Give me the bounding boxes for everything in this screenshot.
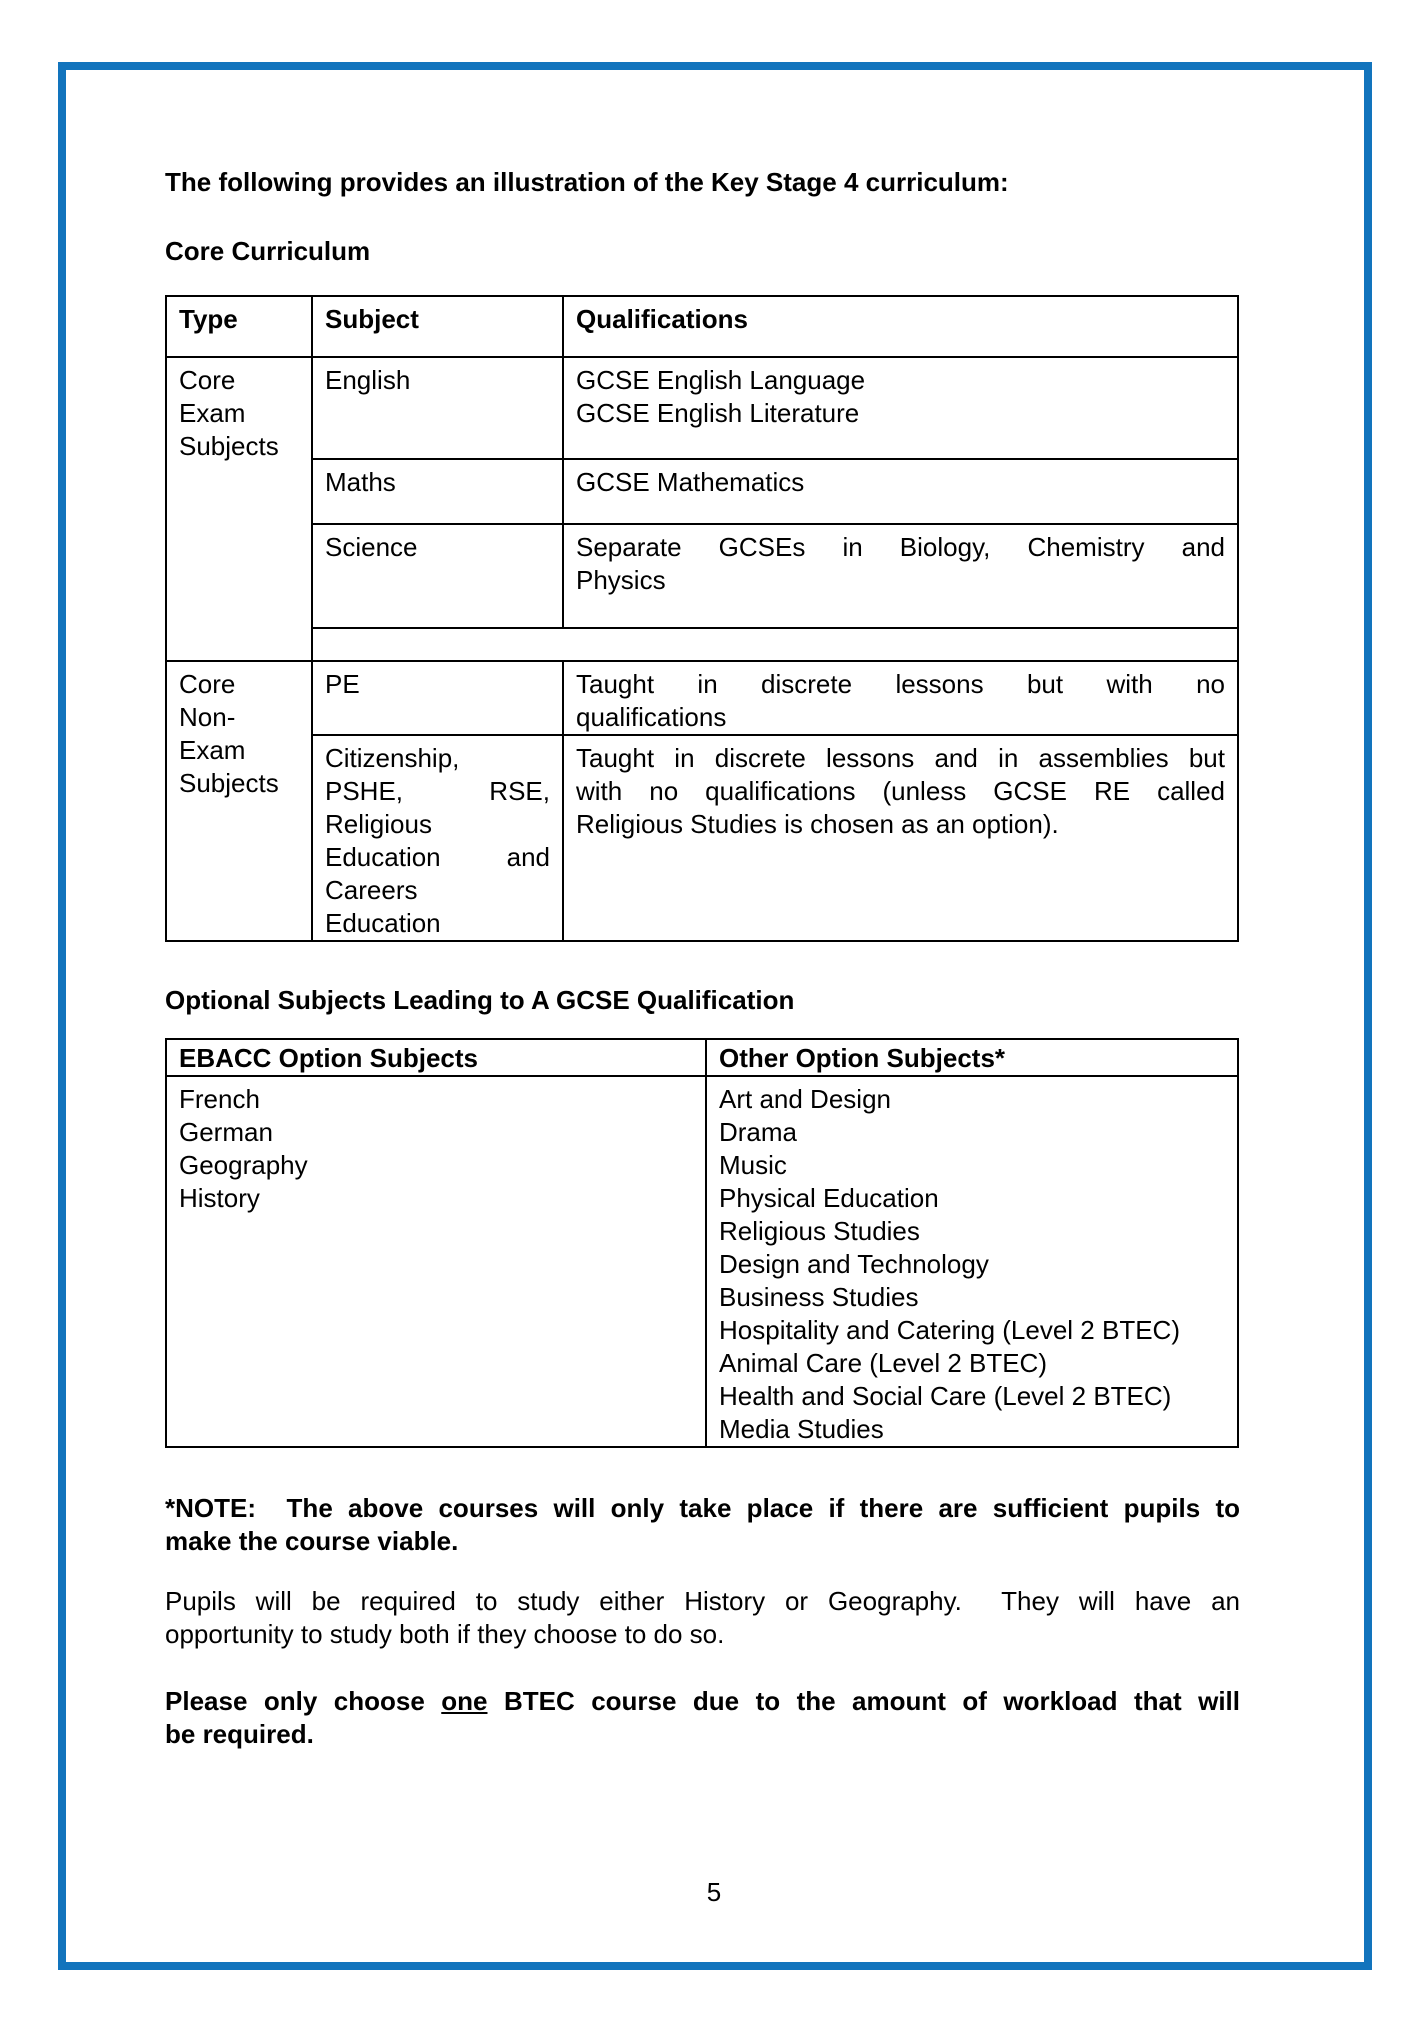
- list-item: Physical Education: [719, 1183, 939, 1213]
- table-row-spacer: [166, 628, 1238, 661]
- qualification-line: GCSE Mathematics: [576, 467, 805, 497]
- qualification-line: GCSE English Language: [576, 365, 866, 395]
- qualification-line: Taught in discrete lessons but with no: [576, 669, 1225, 699]
- list-item: Business Studies: [719, 1282, 919, 1312]
- core-curriculum-table: [165, 295, 1239, 942]
- type-cell-core-exam: [166, 357, 312, 661]
- list-item: Geography: [179, 1150, 308, 1180]
- subject-cell-english: English: [312, 357, 563, 459]
- note-paragraph: [165, 1492, 1240, 1558]
- text-segment: Please only choose: [165, 1686, 442, 1716]
- qualification-cell-english: [563, 357, 1238, 459]
- qualification-line: qualifications: [576, 702, 727, 732]
- type-line: Non-: [179, 702, 236, 732]
- list-item: Religious Studies: [719, 1216, 920, 1246]
- subject-line: Religious: [325, 809, 432, 839]
- list-item: Music: [719, 1150, 787, 1180]
- list-item: Animal Care (Level 2 BTEC): [719, 1348, 1047, 1378]
- type-line: Exam: [179, 735, 246, 765]
- header-cell-type: Type: [166, 296, 312, 357]
- pupils-paragraph: [165, 1585, 1240, 1651]
- list-item: Health and Social Care (Level 2 BTEC): [719, 1381, 1172, 1411]
- qualification-cell-citizenship: [563, 735, 1238, 941]
- optional-subjects-heading: Optional Subjects Leading to A GCSE Qualification: [165, 985, 795, 1015]
- core-table-header-row: [166, 296, 1238, 357]
- list-item: Hospitality and Catering (Level 2 BTEC): [719, 1315, 1180, 1345]
- page-content: [165, 0, 1240, 1751]
- type-line: Subjects: [179, 768, 279, 798]
- qualification-line: Taught in discrete lessons and in assemblies but: [576, 743, 1225, 773]
- subject-cell-pe: PE: [312, 661, 563, 735]
- qualification-line: with no qualifications (unless GCSE RE called: [576, 776, 1225, 806]
- text-line: make the course viable.: [165, 1526, 459, 1556]
- optional-subjects-table: [165, 1038, 1239, 1448]
- list-item: German: [179, 1117, 273, 1147]
- list-item: Drama: [719, 1117, 798, 1147]
- text-line: opportunity to study both if they choose to do so.: [165, 1619, 725, 1649]
- subject-cell-maths: Maths: [312, 459, 563, 524]
- type-line: Core: [179, 365, 236, 395]
- text-line: [165, 1685, 1240, 1718]
- btec-paragraph: [165, 1685, 1240, 1751]
- table-row-maths: [166, 459, 1238, 524]
- qualification-line: Physics: [576, 565, 666, 595]
- core-curriculum-heading: Core Curriculum: [165, 236, 371, 266]
- table-row-citizenship: [166, 735, 1238, 941]
- header-cell-other: Other Option Subjects*: [706, 1039, 1238, 1076]
- table-row-english: [166, 357, 1238, 459]
- type-line: Subjects: [179, 431, 279, 461]
- options-table-body-row: [166, 1076, 1238, 1447]
- list-item: Media Studies: [719, 1414, 884, 1444]
- page-number: 5: [706, 1877, 722, 1907]
- qualification-cell-science: [563, 524, 1238, 628]
- qualification-line: Religious Studies is chosen as an option).: [576, 809, 1059, 839]
- underlined-word: one: [441, 1686, 488, 1716]
- qualification-cell-maths: [563, 459, 1238, 524]
- subject-cell-citizenship: [312, 735, 563, 941]
- header-cell-subject: Subject: [312, 296, 563, 357]
- subject-line: Education and: [325, 842, 550, 872]
- options-table-header-row: [166, 1039, 1238, 1076]
- intro-text: The following provides an illustration of the Key Stage 4 curriculum:: [165, 167, 1009, 197]
- table-row-science: [166, 524, 1238, 628]
- text-line: Pupils will be required to study either History or Geography. They will have an: [165, 1586, 1240, 1616]
- list-item: Design and Technology: [719, 1249, 989, 1279]
- header-cell-qualifications: Qualifications: [563, 296, 1238, 357]
- other-subjects-cell: [706, 1076, 1238, 1447]
- text-line: be required.: [165, 1719, 314, 1749]
- ebacc-subjects-cell: [166, 1076, 706, 1447]
- text-line: *NOTE: The above courses will only take place if there are sufficient pupils to: [165, 1493, 1240, 1523]
- text-segment: BTEC course due to the amount of workload that will: [487, 1686, 1240, 1716]
- type-cell-core-non-exam: [166, 661, 312, 941]
- list-item: History: [179, 1183, 260, 1213]
- subject-line: PSHE, RSE,: [325, 776, 550, 806]
- subject-line: Careers: [325, 875, 418, 905]
- type-line: Exam: [179, 398, 246, 428]
- list-item: Art and Design: [719, 1084, 891, 1114]
- type-line: Core: [179, 669, 236, 699]
- spacer-cell: [312, 628, 1238, 661]
- subject-line: Education: [325, 908, 441, 938]
- subject-line: Citizenship,: [325, 743, 460, 773]
- list-item: French: [179, 1084, 260, 1114]
- table-row-pe: [166, 661, 1238, 735]
- qualification-line: GCSE English Literature: [576, 398, 860, 428]
- header-cell-ebacc: EBACC Option Subjects: [166, 1039, 706, 1076]
- qualification-cell-pe: [563, 661, 1238, 735]
- subject-cell-science: Science: [312, 524, 563, 628]
- qualification-line: Separate GCSEs in Biology, Chemistry and: [576, 532, 1225, 562]
